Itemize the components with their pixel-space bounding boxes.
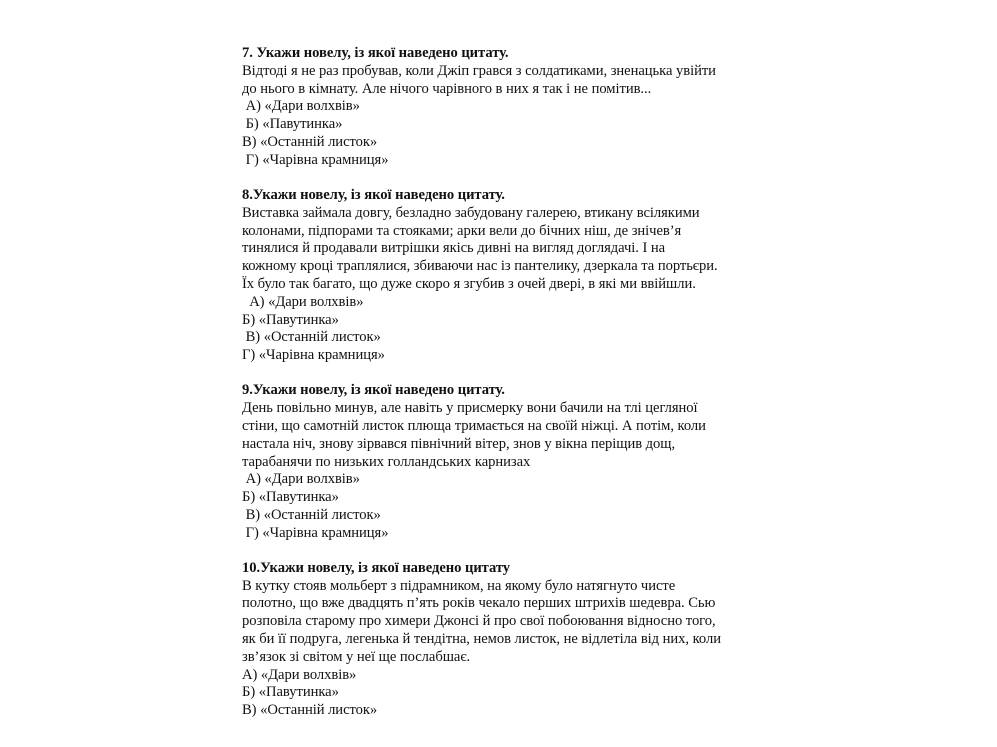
- answer-option-b: Б) «Павутинка»: [242, 489, 339, 506]
- answer-option-d: Г) «Чарівна крамниця»: [242, 524, 389, 541]
- question-text-line: як би її подруга, легенька й тендітна, немов листок, не відлетіла від них, коли: [242, 631, 721, 648]
- answer-option-b: Б) «Павутинка»: [242, 311, 339, 328]
- answer-option-c: В) «Останній листок»: [242, 702, 378, 719]
- answer-option-b: Б) «Павутинка»: [242, 116, 343, 133]
- question-text-line: тинялися й продавали витрішки якісь дивні на вигляд доглядачі. І на: [242, 240, 666, 257]
- spacer: [242, 170, 802, 187]
- question-9: [242, 382, 802, 542]
- question-text-line: розповіла старому про химери Джонсі й про свої побоювання відносно того,: [242, 613, 716, 630]
- question-text-line: до нього в кімнату. Але нічого чарівного в них я так і не помітив...: [242, 80, 652, 97]
- answer-option-b: Б) «Павутинка»: [242, 684, 339, 701]
- answer-option-a: А) «Дари волхвів»: [242, 293, 364, 310]
- question-text-line: тарабанячи по низьких голландських карнизах: [242, 453, 531, 470]
- answer-option-c: В) «Останній листок»: [242, 329, 381, 346]
- question-text-line: День повільно минув, але навіть у присмерку вони бачили на тлі цегляної: [242, 400, 698, 417]
- question-7: [242, 45, 802, 170]
- question-title: 10.Укажи новелу, із якої наведено цитату: [242, 559, 511, 576]
- question-text-line: Їх було так багато, що дуже скоро я згубив з очей двері, в які ми ввійшли.: [242, 275, 696, 292]
- answer-option-c: В) «Останній листок»: [242, 133, 378, 150]
- answer-option-a: А) «Дари волхвів»: [242, 98, 360, 115]
- spacer: [242, 365, 802, 382]
- question-10: [242, 560, 802, 720]
- question-text-line: колонами, підпорами та стояками; арки вели до бічних ніш, де знічев’я: [242, 222, 682, 239]
- answer-option-d: Г) «Чарівна крамниця»: [242, 347, 385, 364]
- answer-option-a: А) «Дари волхвів»: [242, 471, 360, 488]
- question-text-line: В кутку стояв мольберт з підрамником, на якому було натягнуто чисте: [242, 577, 676, 594]
- question-text-line: настала ніч, знову зірвався північний вітер, знов у вікна періщив дощ,: [242, 435, 676, 452]
- document-page: [242, 45, 802, 720]
- question-title: 8.Укажи новелу, із якої наведено цитату.: [242, 186, 505, 203]
- answer-option-d: Г) «Чарівна крамниця»: [242, 151, 389, 168]
- question-text-line: Виставка займала довгу, безладно забудовану галерею, втикану всілякими: [242, 204, 700, 221]
- question-8: [242, 187, 802, 365]
- question-text-line: Відтоді я не раз пробував, коли Джіп грався з солдатиками, зненацька увійти: [242, 62, 716, 79]
- answer-option-c: В) «Останній листок»: [242, 506, 381, 523]
- question-text-line: зв’язок зі світом у неї ще послабшає.: [242, 648, 471, 665]
- spacer: [242, 543, 802, 560]
- question-title: 9.Укажи новелу, із якої наведено цитату.: [242, 382, 505, 399]
- answer-option-a: А) «Дари волхвів»: [242, 666, 357, 683]
- question-title: 7. Укажи новелу, із якої наведено цитату.: [242, 45, 509, 61]
- question-text-line: полотно, що вже двадцять п’ять років чекало перших штрихів шедевра. Сью: [242, 595, 716, 612]
- question-text-line: стіни, що самотній листок плюща тримається на своїй ніжці. А потім, коли: [242, 417, 706, 434]
- question-text-line: кожному кроці траплялися, збиваючи нас із пантелику, дзеркала та портьєри.: [242, 258, 718, 275]
